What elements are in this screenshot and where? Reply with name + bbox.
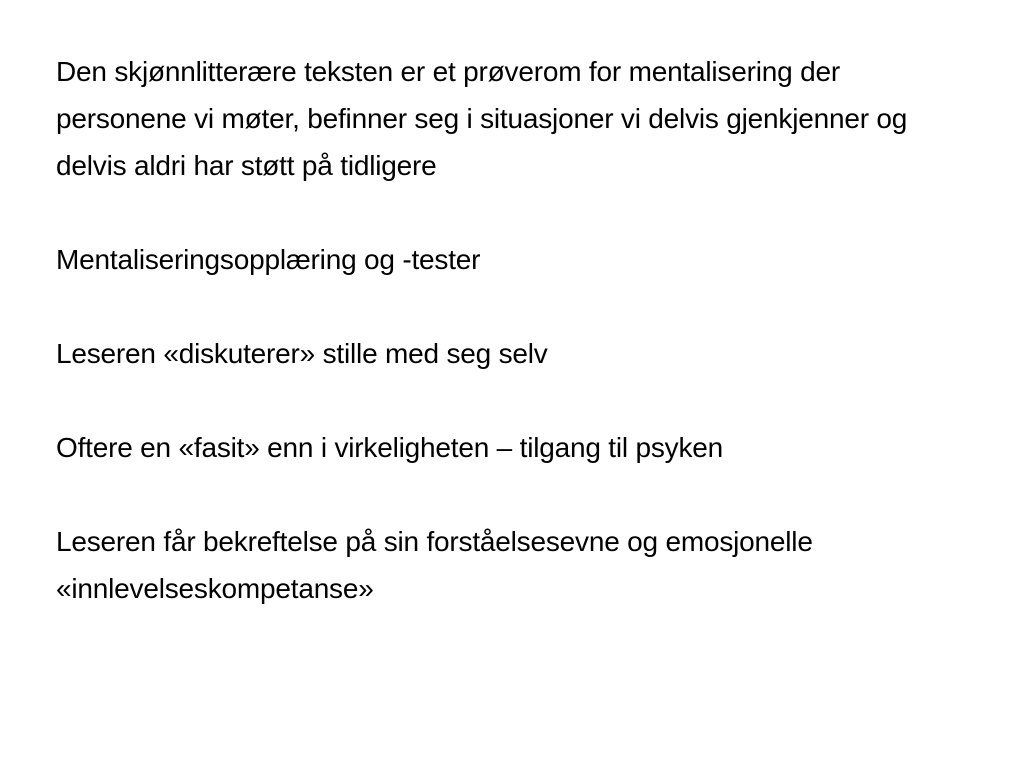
paragraph-reader-discusses: Leseren «diskuterer» stille med seg selv (56, 338, 548, 369)
paragraph-spacer (56, 283, 964, 330)
slide-body (56, 48, 964, 612)
paragraph-spacer (56, 471, 964, 518)
paragraph-mentalization-training: Mentaliseringsopplæring og -tester (56, 244, 481, 275)
paragraph-mentalization-room: Den skjønnlitterære teksten er et prøverom for mentalisering der personene vi møter, befinner seg i situasjoner vi delvis gjenkjenner og delvis aldri har støtt på tidligere (56, 56, 908, 181)
paragraph-spacer (56, 189, 964, 236)
paragraph-spacer (56, 377, 964, 424)
paragraph-answer-key: Oftere en «fasit» enn i virkeligheten – tilgang til psyken (56, 432, 724, 463)
paragraph-reader-confirmation: Leseren får bekreftelse på sin forståelsesevne og emosjonelle «innlevelseskompetanse» (56, 526, 813, 604)
